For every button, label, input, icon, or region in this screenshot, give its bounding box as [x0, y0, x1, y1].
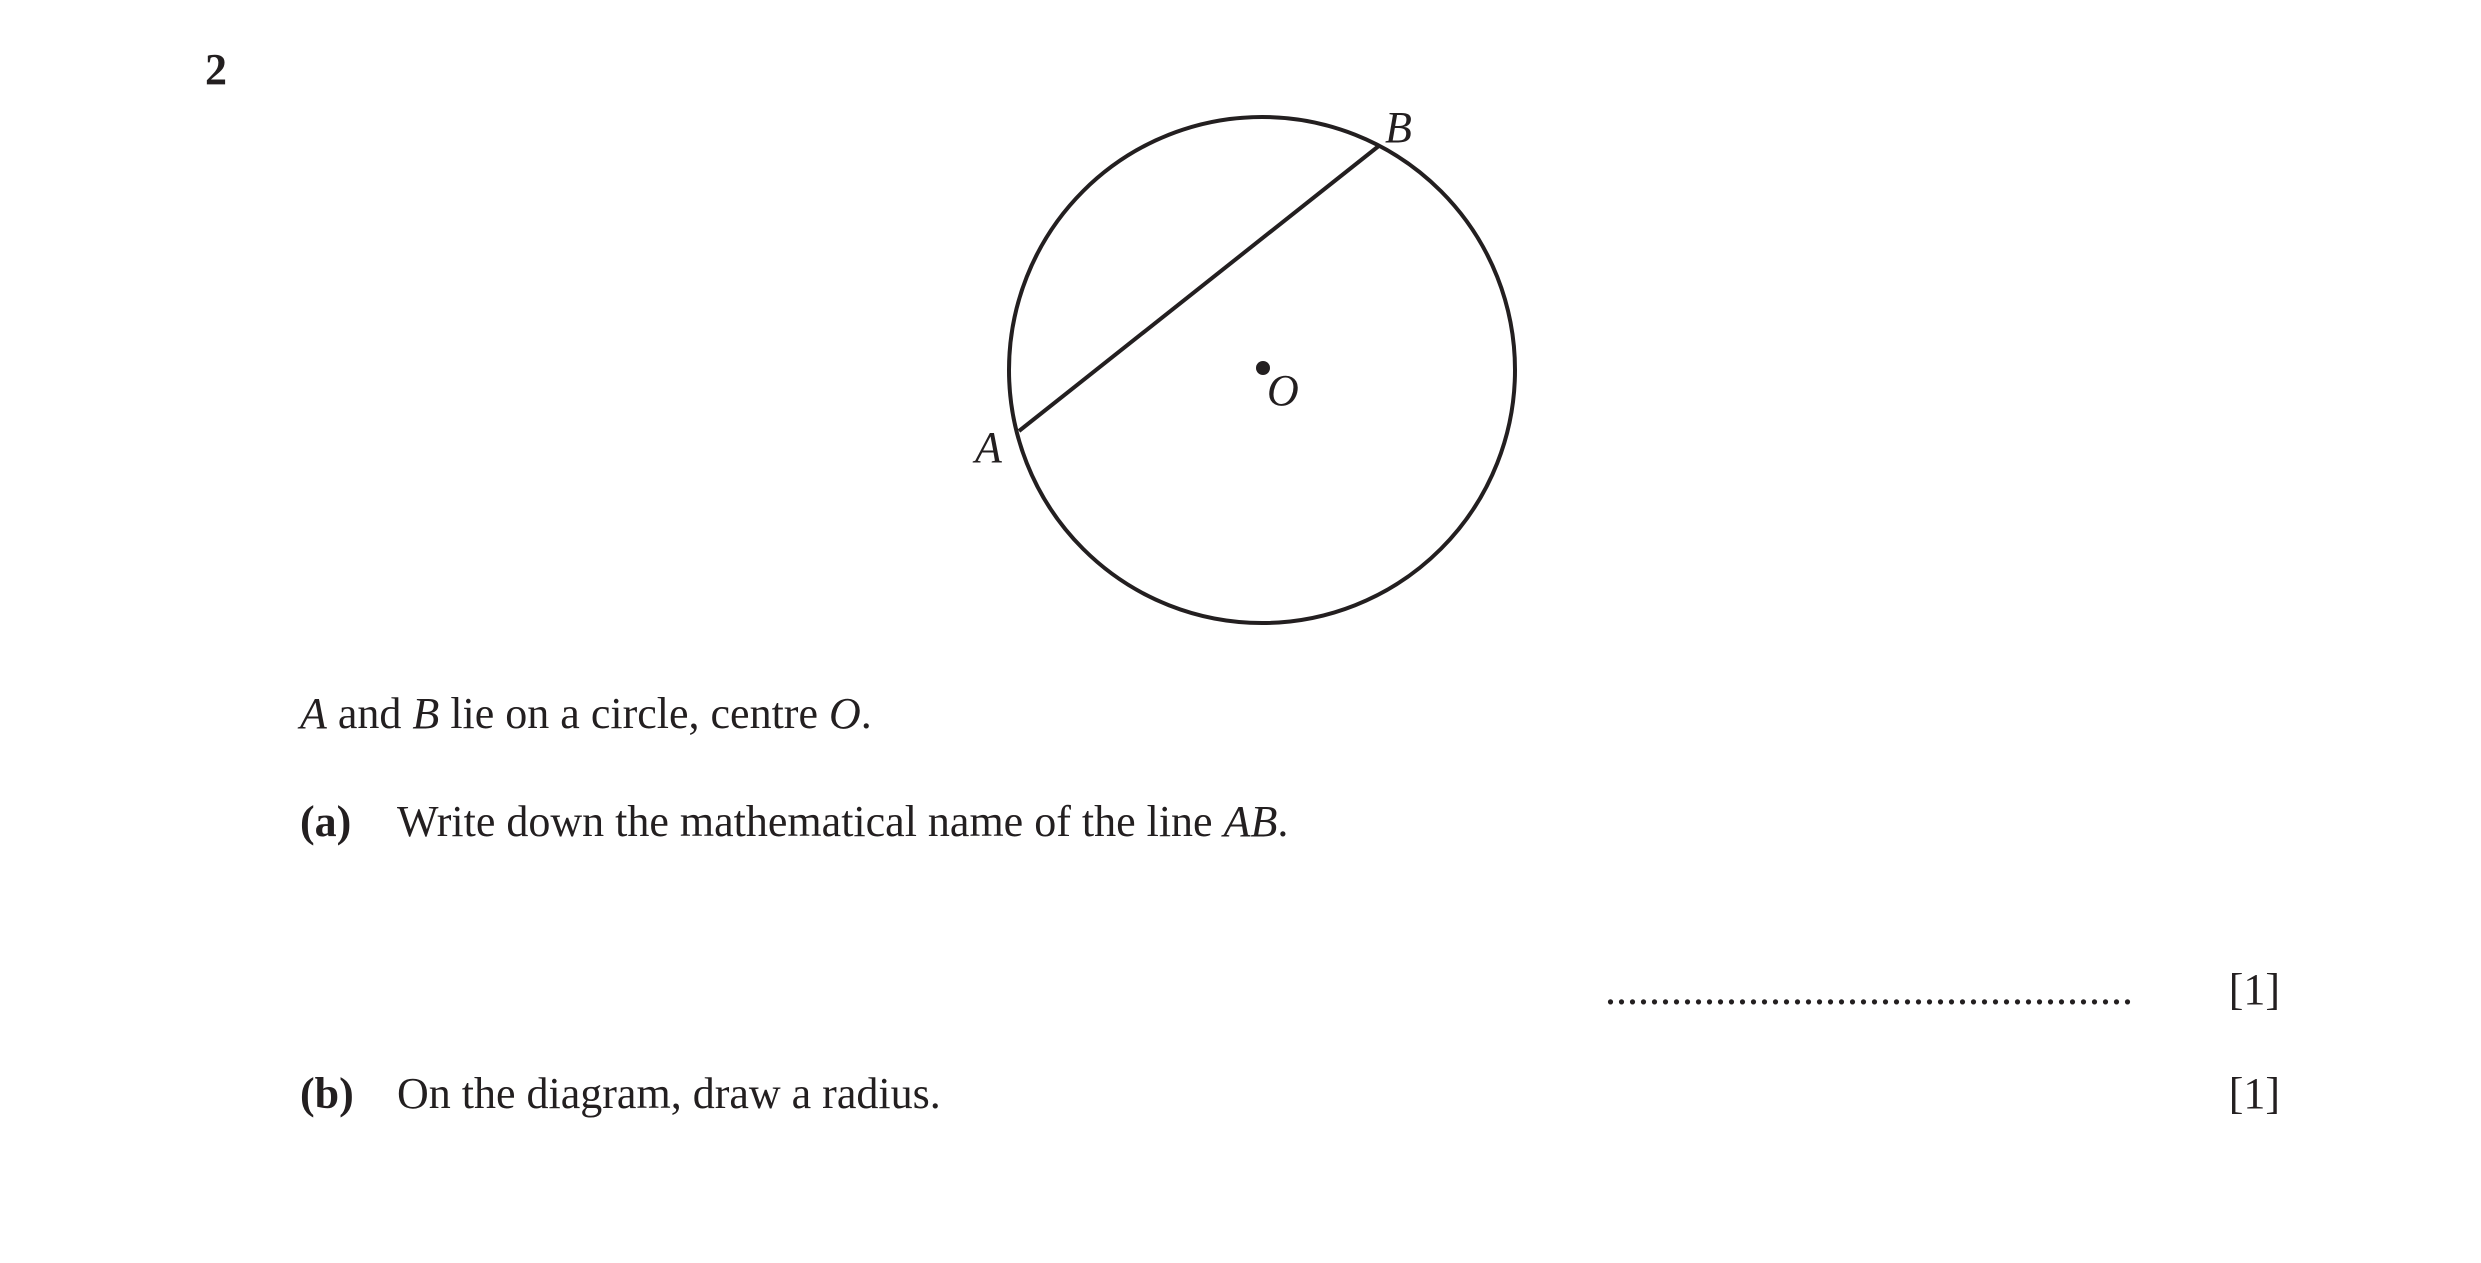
intro-middle: lie on a circle, centre: [439, 689, 829, 738]
part-a-line-name: AB: [1223, 797, 1278, 846]
part-a-marks: [1]: [2228, 965, 2280, 1014]
label-a: A: [975, 423, 1002, 472]
part-a-label: (a): [300, 797, 352, 846]
part-a-text: Write down the mathematical name of the line: [397, 797, 1224, 846]
question-intro: [300, 689, 872, 738]
question-number: 2: [205, 45, 227, 94]
intro-point-b: B: [412, 689, 440, 738]
chord-ab: [1019, 145, 1380, 431]
part-b-question: [300, 1069, 941, 1118]
part-a-end: .: [1277, 797, 1289, 846]
intro-centre-o: O: [828, 689, 861, 738]
part-b-text: On the diagram, draw a radius.: [397, 1069, 941, 1118]
part-b-marks: [1]: [2228, 1069, 2280, 1118]
part-b-label: (b): [300, 1069, 354, 1118]
intro-end: .: [860, 689, 872, 738]
label-o: O: [1267, 366, 1299, 415]
intro-point-a: A: [300, 689, 327, 738]
intro-and: and: [326, 689, 413, 738]
label-b: B: [1385, 103, 1412, 152]
part-a-question: [300, 797, 1289, 846]
part-a-answer-line[interactable]: ................................................: [1605, 965, 2133, 1014]
